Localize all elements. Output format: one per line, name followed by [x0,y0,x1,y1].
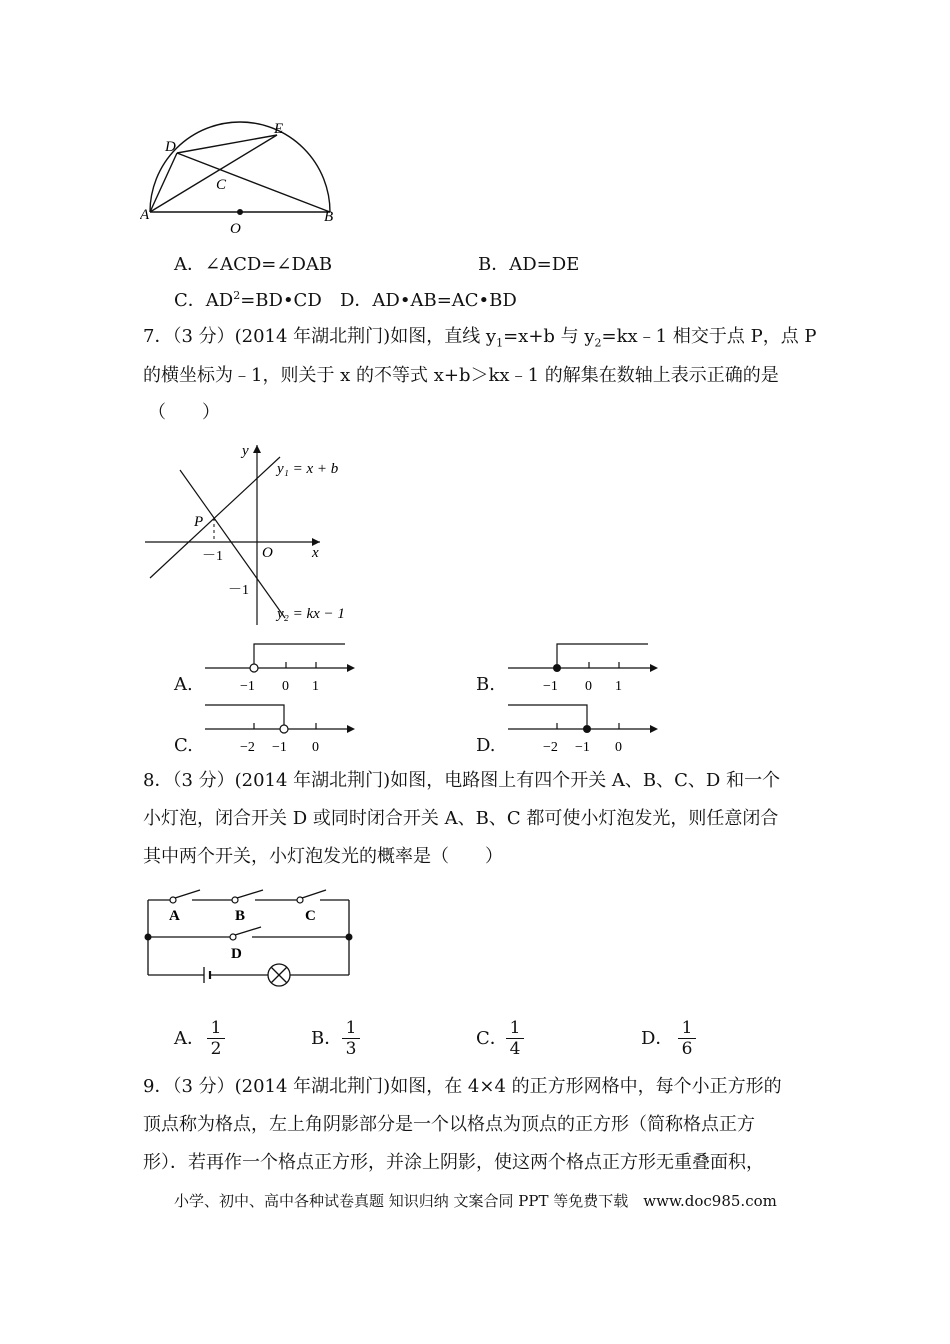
graph-line2-label: y₂ = kx − 1 [277,606,345,622]
label-E: E [274,121,284,137]
q8-line-2: 小灯泡，闭合开关 D 或同时闭合开关 A、B、C 都可使小灯泡发光，则任意闭合 [143,808,779,829]
frac-a-num: 1 [210,1018,222,1038]
q6-option-d: D．AD•AB=AC•BD [340,290,517,311]
q7-line-1a: 7．（3 分）(2014 年湖北荆门)如图，直线 y [143,326,497,347]
q7-line-graph [140,435,370,630]
page-footer: 小学、初中、高中各种试卷真题 知识归纳 文案合同 PPT 等免费下载 www.doc985.com [174,1192,777,1210]
label-A: A [140,207,150,223]
graph-neg1-x: －1 [202,549,223,564]
b-tick-2: 0 [585,679,592,694]
label-O: O [230,221,241,237]
q7-choice-a-numberline [200,638,360,698]
q8-line-3: 其中两个开关，小灯泡发光的概率是（ ） [143,846,503,867]
graph-neg1-y: －1 [228,583,249,598]
label-C: C [216,177,227,193]
q6-semicircle-figure [140,115,350,240]
graph-x-label: x [312,545,319,561]
q7-sub-1: 1 [496,336,504,350]
q8-option-a-fraction [207,1019,225,1058]
q8-option-c-letter: C． [476,1028,508,1049]
graph-y-label: y [242,443,249,459]
c-tick-1: −2 [240,740,255,755]
q8-option-b-fraction [342,1019,360,1058]
switch-a-label: A [169,908,180,924]
graph-line1-label: y₁ = x + b [277,461,339,477]
q8-option-d-fraction [678,1019,696,1058]
q8-option-a-letter: A． [174,1028,205,1049]
frac-b-num: 1 [345,1018,357,1038]
label-D: D [165,139,176,155]
q6-option-c-pre: C．AD [174,290,234,311]
q7-line-1c: =kx﹣1 相交于点 P，点 P [601,326,817,347]
a-tick-2: 0 [282,679,289,694]
q9-line-3: 形）．若再作一个格点正方形，并涂上阴影，使这两个格点正方形无重叠面积， [143,1152,764,1173]
label-B: B [324,209,334,225]
b-tick-3: 1 [615,679,622,694]
frac-d-num: 1 [681,1018,693,1038]
q7-choice-a-letter: A. [174,674,193,695]
switch-b-label: B [235,908,246,924]
q9-line-1: 9．（3 分）(2014 年湖北荆门)如图，在 4×4 的正方形网格中，每个小正方形的 [143,1076,782,1097]
switch-d-label: D [231,946,242,962]
d-tick-1: −2 [543,740,558,755]
q7-choice-b-numberline [503,638,663,698]
q8-line-1: 8．（3 分）(2014 年湖北荆门)如图，电路图上有四个开关 A、B、C、D 和一个 [143,770,781,791]
c-tick-2: −1 [272,740,287,755]
d-tick-3: 0 [615,740,622,755]
q8-option-b-letter: B． [311,1028,343,1049]
q7-line-2: 的横坐标为﹣1，则关于 x 的不等式 x+b＞kx﹣1 的解集在数轴上表示正确的是 [143,365,779,386]
q7-choice-c-numberline [200,698,360,758]
frac-a-den: 2 [210,1039,222,1059]
graph-point-p: P [194,514,204,530]
q7-sub-2: 2 [594,336,602,350]
q7-choice-c-letter: C. [174,735,193,756]
frac-d-den: 6 [681,1039,693,1059]
q7-line-1b: =x+b 与 y [503,326,595,347]
q6-option-a: A．∠ACD=∠DAB [174,254,333,275]
switch-c-label: C [305,908,316,924]
q8-option-d-letter: D． [641,1028,674,1049]
a-tick-1: −1 [240,679,255,694]
q8-circuit-diagram [140,885,360,995]
q7-choice-d-numberline [503,698,663,758]
q7-line-1 [143,327,817,354]
frac-b-den: 3 [345,1039,357,1059]
q6-option-b: B．AD=DE [478,254,580,275]
q6-option-c-post: =BD•CD [240,290,322,311]
graph-origin-label: O [262,545,273,561]
c-tick-3: 0 [312,740,319,755]
frac-c-num: 1 [509,1018,521,1038]
q7-line-3: （ ） [148,402,220,423]
q7-choice-d-letter: D. [476,735,496,756]
q6-option-c [174,291,322,311]
frac-c-den: 4 [509,1039,521,1059]
d-tick-2: −1 [575,740,590,755]
a-tick-3: 1 [312,679,319,694]
q8-option-c-fraction [506,1019,524,1058]
q6-option-c-sup: 2 [233,289,241,302]
b-tick-1: −1 [543,679,558,694]
q7-choice-b-letter: B. [476,674,495,695]
q9-line-2: 顶点称为格点，左上角阴影部分是一个以格点为顶点的正方形（简称格点正方 [143,1114,755,1135]
